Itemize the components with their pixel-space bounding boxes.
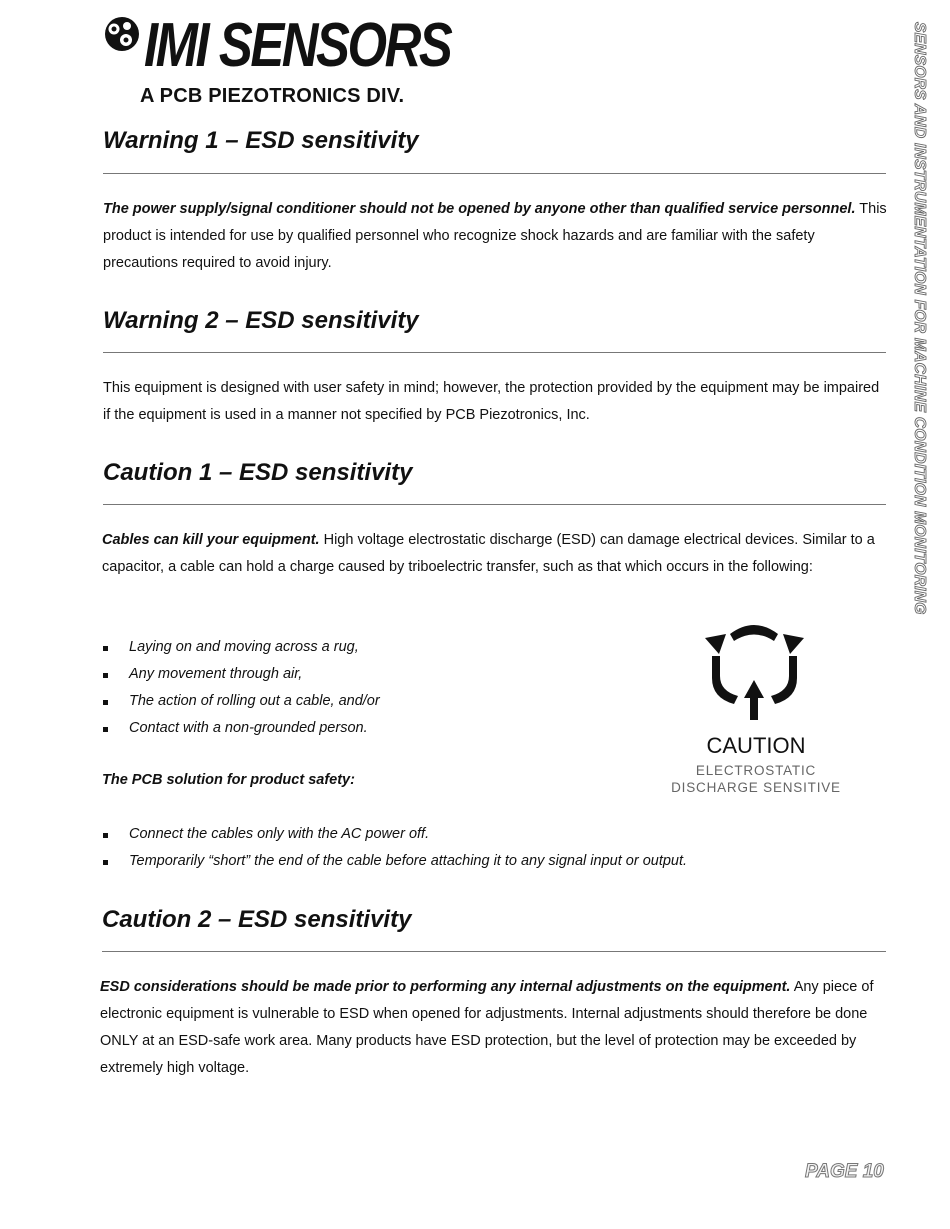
section-divider: [103, 173, 886, 174]
caution-title: CAUTION: [706, 733, 806, 758]
static-risk-list: [102, 634, 380, 742]
list-item: Connect the cables only with the AC power off.: [102, 821, 687, 848]
side-tagline: SENSORS AND INSTRUMENTATION FOR MACHINE CONDITION MONITORING: [911, 22, 928, 615]
list-item: Laying on and moving across a rug,: [102, 634, 380, 661]
list-item: Contact with a non-grounded person.: [102, 715, 380, 742]
section-body-caution-2: ESD considerations should be made prior to performing any internal adjustments on the equipment. Any piece of electronic equipment is vulnerable to ESD when opened for adjustments. Internal adjustments should therefore be done ONLY at an ESD-safe work area. Many products have ESD protection, but the level of protection may be exceeded by extremely high voltage.: [100, 979, 874, 1076]
section-heading-warning-1: Warning 1 – ESD sensitivity: [103, 127, 419, 154]
section-body-warning-1: The power supply/signal conditioner should not be opened by anyone other than qualified service personnel. This product is intended for use by qualified personnel who recognize shock hazards and are familiar with the safety precautions required to avoid injury.: [103, 201, 887, 271]
section-divider: [102, 951, 886, 952]
caution-subtitle-line-2: DISCHARGE SENSITIVE: [671, 780, 841, 795]
page-number: PAGE 10: [805, 1161, 884, 1182]
section-body-warning-2: This equipment is designed with user safety in mind; however, the protection provided by the equipment may be impaired if the equipment is used in a manner not specified by PCB Piezotronics, Inc.: [103, 380, 880, 423]
list-item: The action of rolling out a cable, and/or: [102, 688, 380, 715]
logo-wordmark: IMI SENSORS: [144, 11, 451, 80]
logo-emblem-icon: [102, 14, 146, 58]
section-heading-caution-1: Caution 1 – ESD sensitivity: [103, 459, 413, 486]
section-divider: [103, 504, 886, 505]
list-item: Temporarily “short” the end of the cable before attaching it to any signal input or output.: [102, 848, 687, 875]
section-divider: [103, 352, 886, 353]
esd-sensitive-icon: [692, 618, 817, 723]
section-heading-warning-2: Warning 2 – ESD sensitivity: [103, 307, 419, 334]
solution-label: The PCB solution for product safety:: [102, 772, 355, 788]
logo-subtitle: A PCB PIEZOTRONICS DIV.: [140, 85, 405, 107]
section-heading-caution-2: Caution 2 – ESD sensitivity: [102, 906, 412, 933]
caution-subtitle-line-1: ELECTROSTATIC: [695, 763, 817, 778]
section-body-caution-1: Cables can kill your equipment. High voltage electrostatic discharge (ESD) can damage electrical devices. Similar to a capacitor, a cable can hold a charge caused by triboelectric transfer, such as that which occurs in the following:: [102, 532, 875, 575]
list-item: Any movement through air,: [102, 661, 380, 688]
solution-list: [102, 821, 687, 875]
